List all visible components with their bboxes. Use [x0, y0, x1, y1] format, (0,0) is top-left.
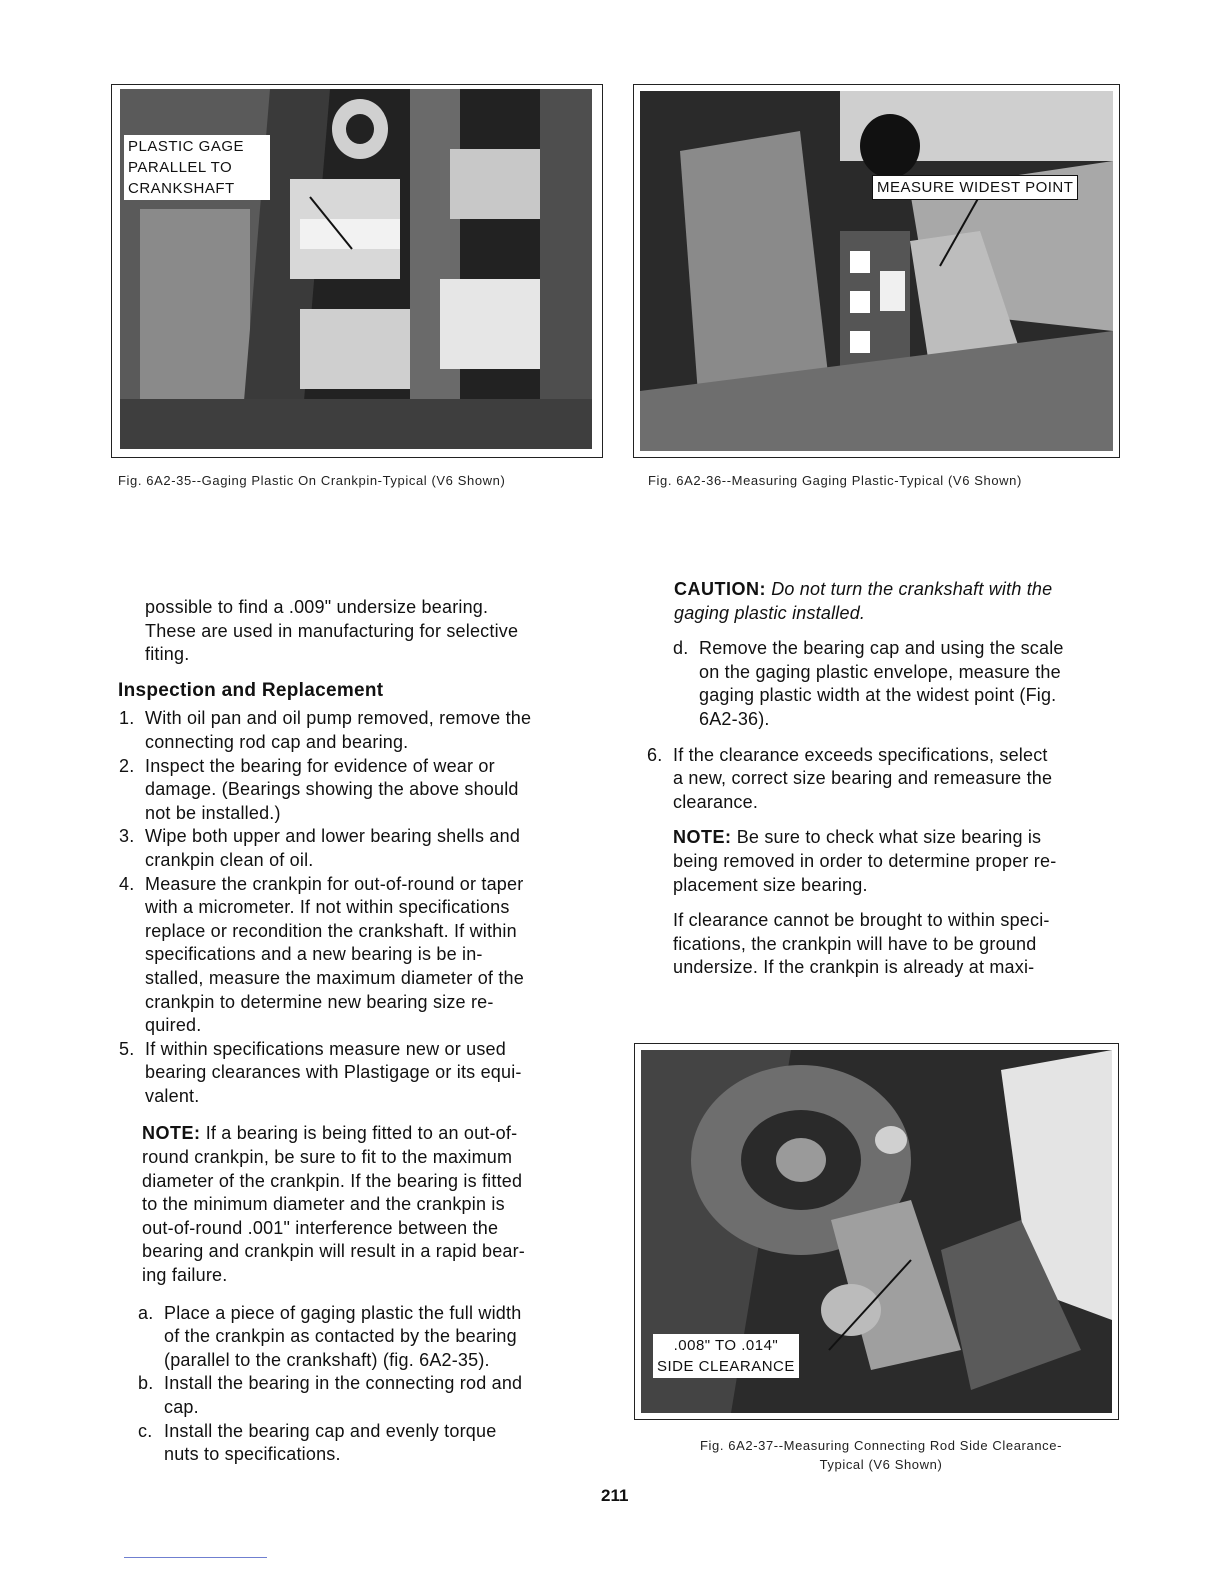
continued-steps [648, 744, 1123, 815]
text-line: on the gaging plastic envelope, measure the [699, 661, 1061, 682]
step-number: 3. [119, 826, 135, 847]
callout-line: PLASTIC GAGE [128, 138, 245, 155]
text-line: a new, correct size bearing and remeasure the [673, 768, 1053, 789]
figure-6a2-36 [633, 84, 1120, 458]
substep-b [138, 1372, 590, 1419]
text-line: undersize. If the crankpin is already at maxi- [673, 957, 1035, 978]
plastic-gage-callout [124, 135, 270, 200]
measure-widest-point-callout: MEASURE WIDEST POINT [872, 175, 1078, 200]
figure-6a2-37 [634, 1043, 1119, 1420]
measuring-substeps [648, 637, 1123, 731]
text-line: ing failure. [142, 1265, 228, 1286]
caution-paragraph [648, 578, 1123, 625]
text-line: If clearance cannot be brought to within speci- [673, 910, 1050, 931]
substep-d [673, 637, 1123, 731]
text-line: quired. [145, 1015, 202, 1036]
substep-letter: d. [673, 638, 689, 659]
section-heading: Inspection and Replacement [118, 679, 384, 701]
intro-paragraph [118, 596, 590, 667]
text-line: placement size bearing. [673, 874, 868, 895]
figure-6a2-35-caption: Fig. 6A2-35--Gaging Plastic On Crankpin-Typical (V6 Shown) [118, 473, 506, 488]
figure-6a2-36-caption: Fig. 6A2-36--Measuring Gaging Plastic-Typical (V6 Shown) [648, 473, 1022, 488]
text-line [142, 1122, 590, 1146]
note-text: Be sure to check what size bearing is [731, 827, 1042, 848]
callout-line: PARALLEL TO [128, 159, 233, 176]
substep-letter: c. [138, 1420, 153, 1441]
caution-label: CAUTION: [674, 579, 766, 599]
step-number: 6. [647, 744, 663, 765]
step-number: 1. [119, 708, 135, 729]
left-column [118, 596, 590, 1467]
caption-line: Typical (V6 Shown) [819, 1457, 943, 1472]
text-line: damage. (Bearings showing the above should [145, 779, 519, 800]
inspection-steps [118, 707, 590, 1108]
text-line: connecting rod cap and bearing. [145, 731, 409, 752]
text-line [673, 826, 1123, 850]
caption-line: Fig. 6A2-37--Measuring Connecting Rod Side Clearance- [699, 1438, 1063, 1453]
text-line: stalled, measure the maximum diameter of the [145, 967, 524, 988]
text-line: gaging plastic width at the widest point (Fig. [699, 685, 1057, 706]
text-line: These are used in manufacturing for selective [145, 620, 519, 641]
note-label: NOTE: [673, 827, 732, 848]
text-line: If the clearance exceeds specifications, select [673, 744, 1048, 765]
step-5 [119, 1038, 590, 1109]
caution-text: Do not turn the crankshaft with the [766, 579, 1053, 599]
substep-letter: b. [138, 1373, 154, 1394]
page-number: 211 [601, 1486, 629, 1505]
text-line: fiting. [145, 644, 190, 665]
text-line: Install the bearing cap and evenly torque [164, 1420, 497, 1441]
text-line: Place a piece of gaging plastic the full width [164, 1302, 522, 1323]
footer-rule [124, 1557, 267, 1558]
step-1 [119, 707, 590, 754]
text-line: bearing and crankpin will result in a rapid bear- [142, 1241, 526, 1262]
text-line: cap. [164, 1397, 199, 1417]
text-line: crankpin to determine new bearing size re- [145, 991, 494, 1012]
text-line: round crankpin, be sure to fit to the maximum [142, 1147, 513, 1168]
side-clearance-callout [653, 1334, 799, 1378]
text-line: possible to find a .009" undersize bearing. [145, 597, 489, 617]
text-line: to the minimum diameter and the crankpin is [142, 1194, 505, 1215]
text-line: Inspect the bearing for evidence of wear or [145, 755, 495, 776]
text-line: bearing clearances with Plastigage or its equi- [145, 1062, 522, 1083]
note-paragraph [648, 826, 1123, 897]
callout-line: CRANKSHAFT [128, 180, 235, 197]
note-label: NOTE: [142, 1123, 201, 1144]
text-line: Measure the crankpin for out-of-round or taper [145, 873, 524, 894]
callout-line: SIDE CLEARANCE [657, 1358, 795, 1375]
callout-line: .008" TO .014" [673, 1337, 779, 1354]
step-number: 5. [119, 1038, 135, 1059]
step-2 [119, 755, 590, 826]
step-3 [119, 825, 590, 872]
measuring-gaging-plastic-photo [640, 91, 1113, 451]
step-number: 4. [119, 873, 135, 894]
text-line: Wipe both upper and lower bearing shells and [145, 826, 521, 847]
text-line: 6A2-36). [699, 708, 770, 729]
note-text: If a bearing is being fitted to an out-of- [200, 1123, 518, 1144]
note-paragraph [118, 1122, 590, 1287]
text-line: fications, the crankpin will have to be ground [673, 933, 1037, 954]
figure-6a2-37-caption [652, 1436, 1110, 1474]
text-line [674, 578, 1123, 602]
text-line: nuts to specifications. [164, 1444, 341, 1465]
text-line: diameter of the crankpin. If the bearing is fitted [142, 1170, 523, 1191]
text-line: Install the bearing in the connecting rod and [164, 1373, 523, 1394]
text-line: out-of-round .001" interference between the [142, 1217, 499, 1238]
text-line: gaging plastic installed. [674, 602, 866, 623]
text-line: If within specifications measure new or used [145, 1038, 506, 1059]
substep-c [138, 1420, 590, 1467]
text-line: being removed in order to determine proper re- [673, 850, 1057, 871]
text-line: with a micrometer. If not within specifications [145, 897, 510, 918]
gaging-substeps [118, 1302, 590, 1467]
closing-paragraph [648, 909, 1123, 980]
text-line: not be installed.) [145, 802, 281, 823]
text-line: valent. [145, 1085, 200, 1106]
text-line: replace or recondition the crankshaft. If within [145, 920, 517, 941]
text-line: clearance. [673, 791, 759, 812]
text-line: With oil pan and oil pump removed, remove the [145, 708, 532, 729]
text-line: (parallel to the crankshaft) (fig. 6A2-35). [164, 1349, 490, 1370]
step-6 [647, 744, 1123, 815]
text-line: Remove the bearing cap and using the scale [699, 638, 1064, 659]
substep-letter: a. [138, 1302, 154, 1323]
text-line: specifications and a new bearing is be in- [145, 944, 483, 965]
step-number: 2. [119, 755, 135, 776]
text-line: of the crankpin as contacted by the bearing [164, 1326, 517, 1347]
text-line: crankpin clean of oil. [145, 849, 314, 870]
substep-a [138, 1302, 590, 1373]
step-4 [119, 873, 590, 1038]
right-column [648, 578, 1123, 980]
figure-6a2-35 [111, 84, 603, 458]
